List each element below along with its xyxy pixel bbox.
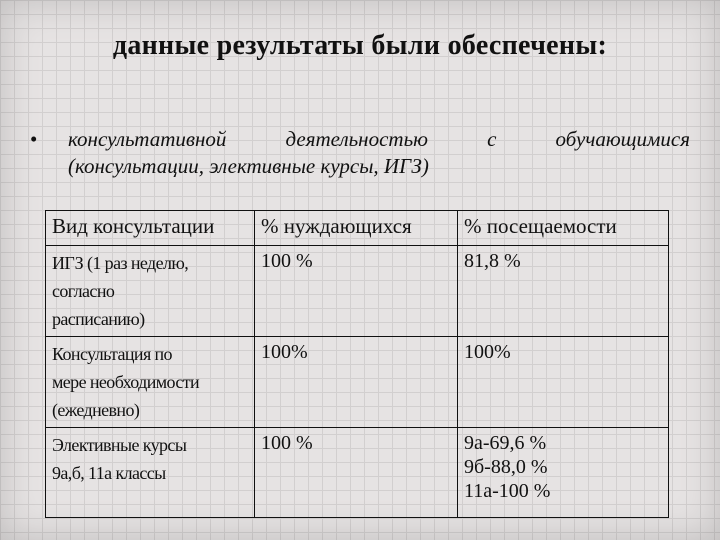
cell-consultation-type — [46, 337, 255, 428]
table-row — [46, 337, 669, 428]
cell-line: ИГЗ (1 раз неделю, — [52, 253, 189, 273]
bullet-point — [30, 126, 690, 180]
table-header-row — [46, 211, 669, 246]
cell-line: 100 % — [261, 250, 313, 272]
cell-line: Элективные курсы — [52, 435, 187, 455]
bullet-word: обучающимися — [555, 127, 690, 151]
cell-consultation-type — [46, 428, 255, 518]
bullet-word: с — [487, 127, 497, 151]
bullet-line-2: (консультации, элективные курсы, ИГЗ) — [68, 154, 429, 178]
cell-attendance-percent — [458, 246, 669, 337]
bullet-line-1 — [68, 126, 690, 153]
cell-line: согласно — [52, 281, 115, 301]
cell-line: 9а-69,6 % — [464, 432, 547, 454]
cell-line: расписанию) — [52, 309, 145, 329]
bullet-word: деятельностью — [285, 127, 428, 151]
column-header-need: % нуждающихся — [255, 211, 458, 246]
cell-consultation-type — [46, 246, 255, 337]
column-header-attendance: % посещаемости — [458, 211, 669, 246]
bullet-word: консультативной — [68, 127, 227, 151]
bullet-text — [68, 126, 690, 180]
cell-line: 100 % — [261, 432, 313, 454]
cell-line: 100% — [261, 341, 308, 363]
cell-line: мере необходимости — [52, 372, 200, 392]
column-header-type: Вид консультации — [46, 211, 255, 246]
table-row — [46, 428, 669, 518]
cell-line: 81,8 % — [464, 250, 521, 272]
cell-need-percent — [255, 246, 458, 337]
cell-line: Консультация по — [52, 344, 172, 364]
cell-attendance-percent — [458, 428, 669, 518]
cell-need-percent — [255, 428, 458, 518]
consultation-table — [45, 210, 669, 518]
cell-line: 100% — [464, 341, 511, 363]
table-row — [46, 246, 669, 337]
cell-line: (ежедневно) — [52, 400, 140, 420]
cell-line: 11а-100 % — [464, 480, 551, 502]
cell-line: 9а,б, 11а классы — [52, 463, 166, 483]
slide-title: данные результаты были обеспечены: — [112, 30, 608, 61]
cell-attendance-percent — [458, 337, 669, 428]
cell-line: 9б-88,0 % — [464, 456, 548, 478]
bullet-dot-icon: • — [30, 127, 38, 151]
cell-need-percent — [255, 337, 458, 428]
